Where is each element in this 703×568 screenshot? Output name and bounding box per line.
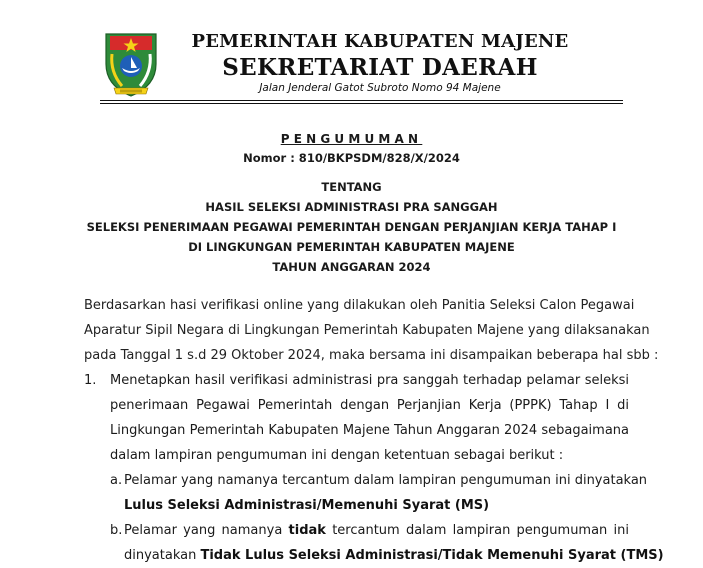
sub-item-line: Pelamar yang namanya tidak tercantum dalam lampiran pengumuman ini <box>124 523 630 538</box>
sub-item-a-body <box>124 468 648 518</box>
intro-line: pada Tanggal 1 s.d 29 Oktober 2024, maka bersama ini disampaikan beberapa hal sbb : <box>84 348 659 363</box>
announcement-title: PENGUMUMAN <box>280 132 423 146</box>
list-item-body <box>110 368 629 468</box>
subject-line-3: DI LINGKUNGAN PEMERINTAH KABUPATEN MAJENE <box>188 240 515 254</box>
subject-line-1: HASIL SELEKSI ADMINISTRASI PRA SANGGAH <box>205 200 498 214</box>
list-item-number: 1. <box>84 373 97 388</box>
sub-item-line: Pelamar yang namanya tercantum dalam lampiran pengumuman ini dinyatakan <box>124 473 648 488</box>
announcement-number: Nomor : 810/BKPSDM/828/X/2024 <box>243 151 460 165</box>
subject-line-2: SELEKSI PENERIMAAN PEGAWAI PEMERINTAH DENGAN PERJANJIAN KERJA TAHAP I <box>86 220 617 234</box>
list-item-line: Lingkungan Pemerintah Kabupaten Majene Tahun Anggaran 2024 sebagaimana <box>110 423 629 438</box>
status-passed-text: Lulus Seleksi Administrasi/Memenuhi Syarat (MS) <box>124 498 490 513</box>
sub-item-b-body <box>124 518 664 568</box>
status-failed-text: Tidak Lulus Seleksi Administrasi/Tidak Memenuhi Syarat (TMS) <box>200 548 664 563</box>
intro-line: Aparatur Sipil Negara di Lingkungan Pemerintah Kabupaten Majene yang dilaksanakan <box>84 323 650 338</box>
subject-label: TENTANG <box>321 180 382 194</box>
letterhead-government-title: PEMERINTAH KABUPATEN MAJENE <box>191 31 569 52</box>
sub-item-letter-b: b. <box>110 523 123 538</box>
list-item-line: Menetapkan hasil verifikasi administrasi pra sanggah terhadap pelamar seleksi <box>110 373 629 388</box>
letterhead-divider-thin <box>100 103 623 104</box>
emphasis-not-text: tidak <box>288 523 326 538</box>
list-item-line: dalam lampiran pengumuman ini dengan ketentuan sebagai berikut : <box>110 448 564 463</box>
letterhead-address: Jalan Jenderal Gatot Subroto Nomo 94 Majene <box>259 82 501 94</box>
letterhead-office-title: SEKRETARIAT DAERAH <box>222 54 538 81</box>
intro-paragraph <box>84 293 659 368</box>
sub-item-letter-a: a. <box>110 473 123 488</box>
list-item-line: penerimaan Pegawai Pemerintah dengan Perjanjian Kerja (PPPK) Tahap I di <box>110 398 629 413</box>
sub-item-line: dinyatakan Tidak Lulus Seleksi Administrasi/Tidak Memenuhi Syarat (TMS) <box>124 548 664 563</box>
subject-line-4: TAHUN ANGGARAN 2024 <box>272 260 431 274</box>
intro-line: Berdasarkan hasi verifikasi online yang dilakukan oleh Panitia Seleksi Calon Pegawai <box>84 298 635 313</box>
letterhead-divider-thick <box>100 100 623 101</box>
